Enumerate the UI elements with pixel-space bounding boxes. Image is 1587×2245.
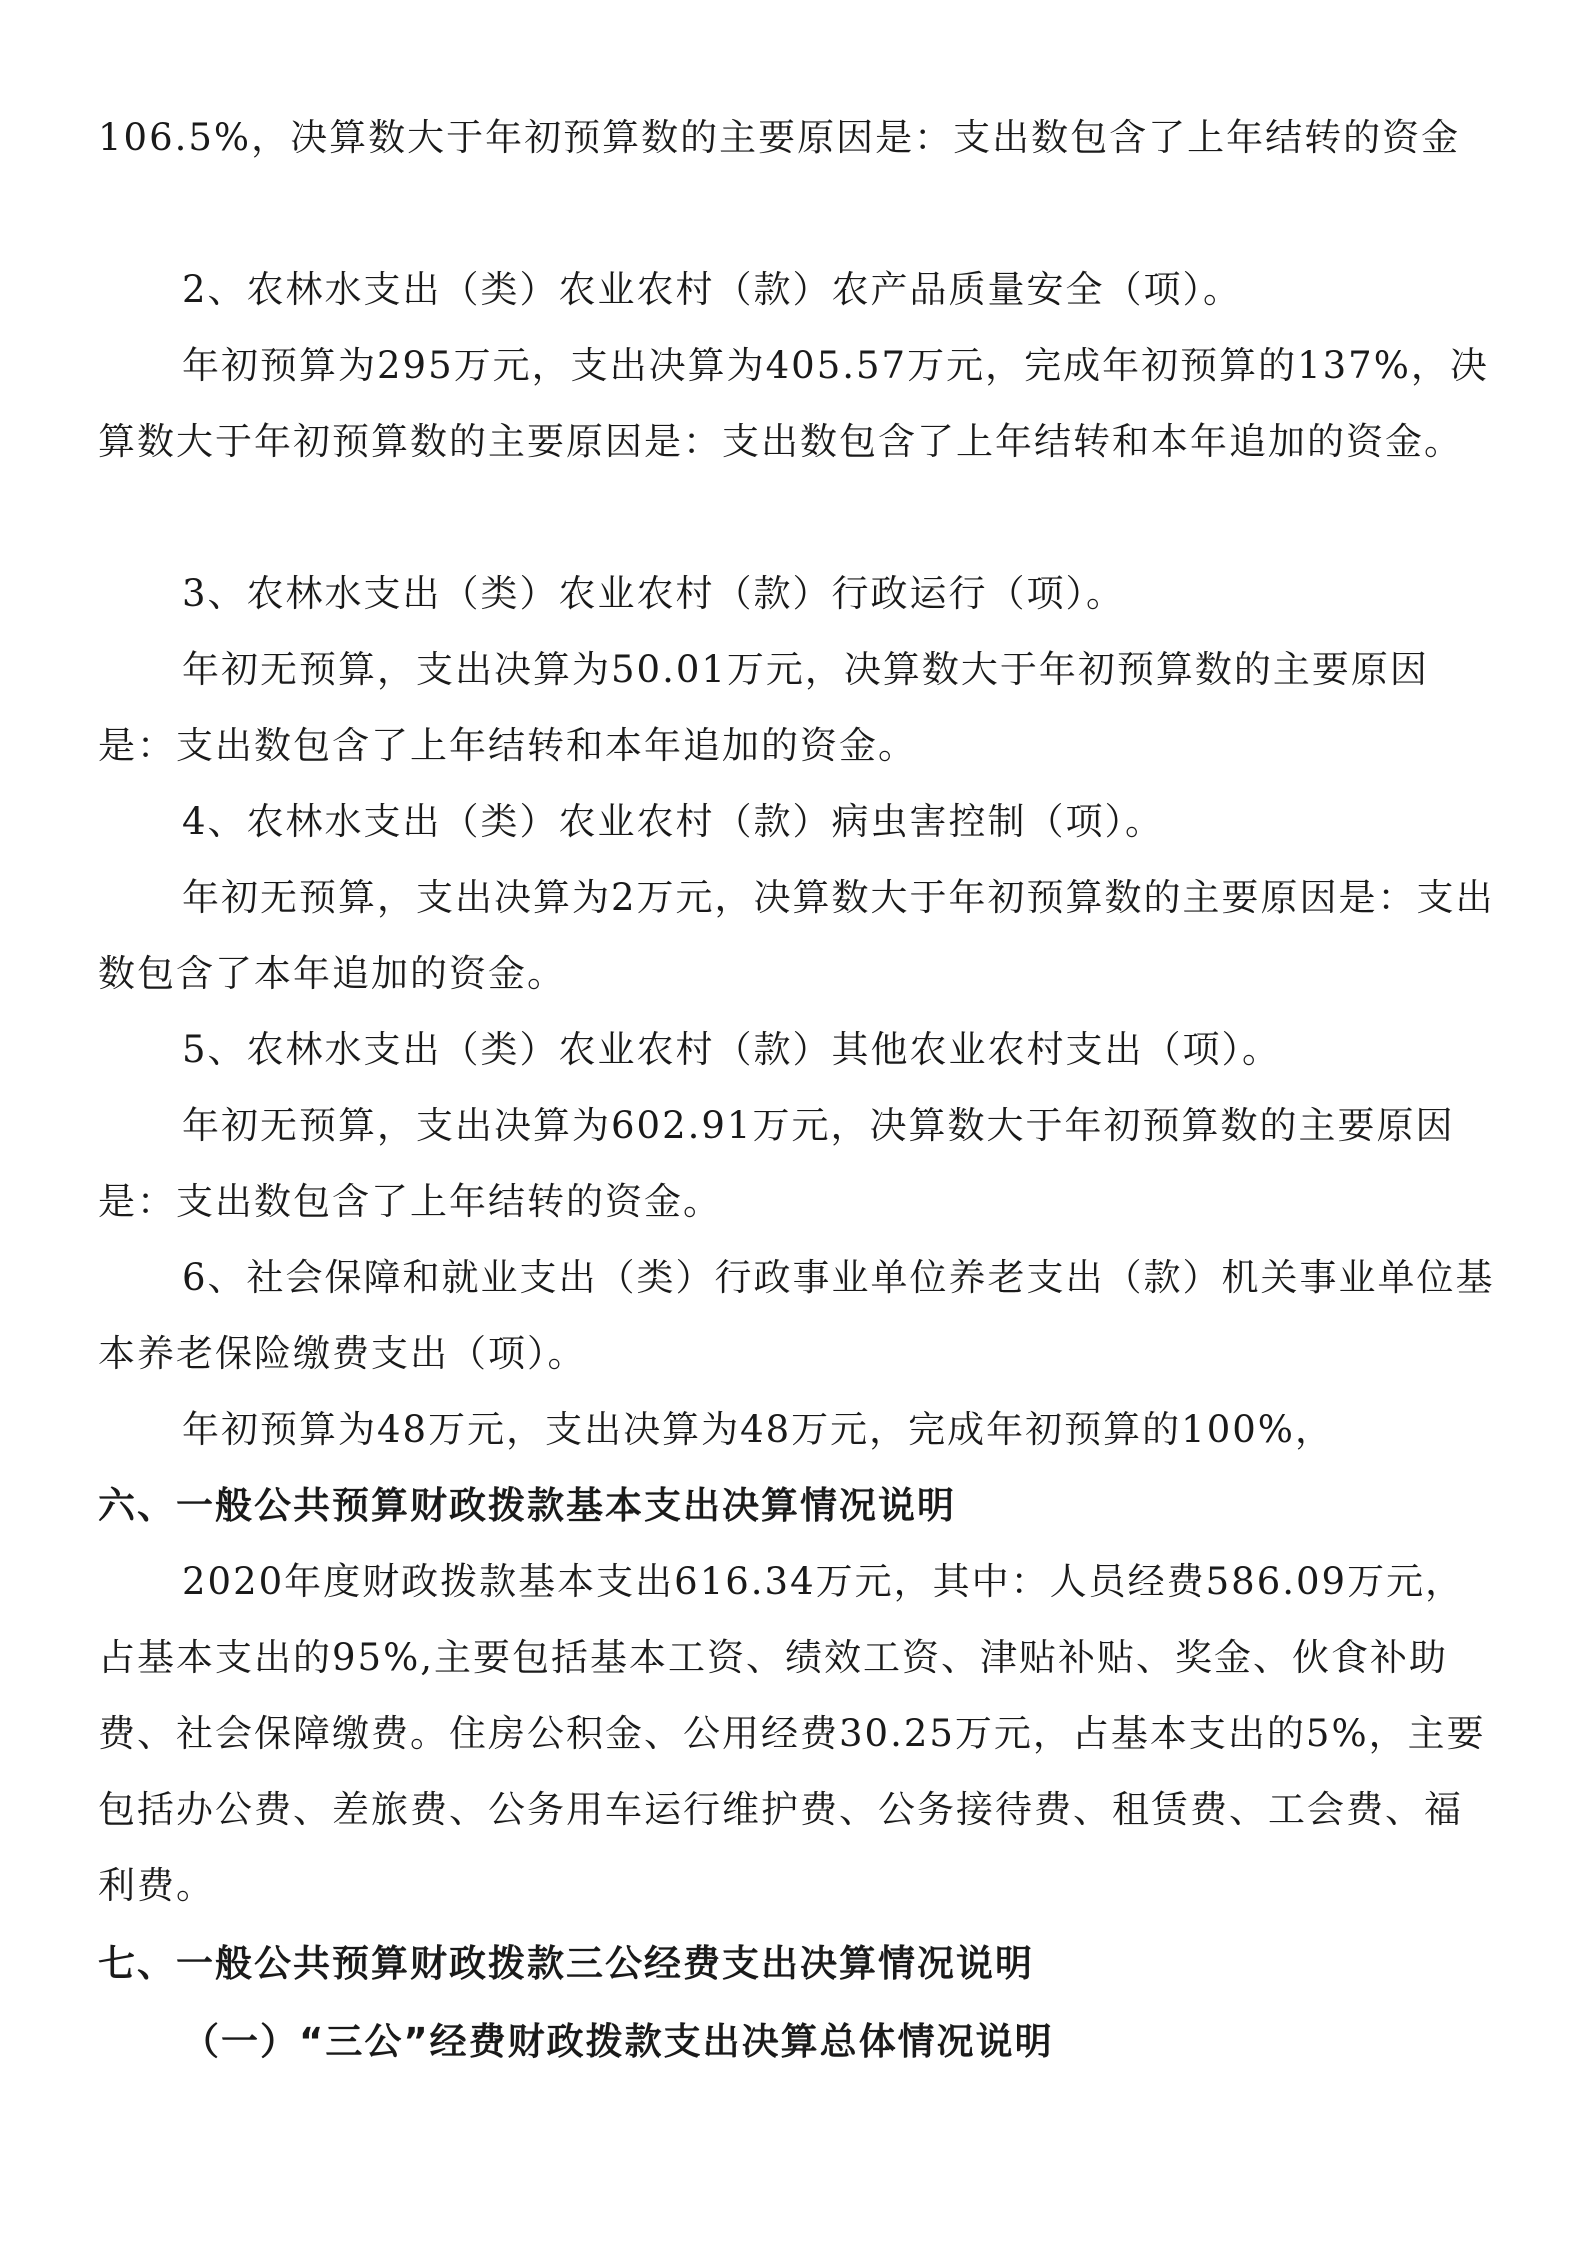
item-6-title: 6、社会保障和就业支出（类）行政事业单位养老支出（款）机关事业单位基本养老保险缴费支出（项）。	[98, 1256, 1495, 1375]
item-4-body: 年初无预算，支出决算为2万元，决算数大于年初预算数的主要原因是：支出数包含了本年追加的资金。	[98, 876, 1495, 995]
item-3-title: 3、农林水支出（类）农业农村（款）行政运行（项）。	[182, 572, 1126, 615]
item-2-title: 2、农林水支出（类）农业农村（款）农产品质量安全（项）。	[182, 268, 1243, 311]
item-4-title: 4、农林水支出（类）农业农村（款）病虫害控制（项）。	[182, 800, 1165, 843]
item-2-body: 年初预算为295万元，支出决算为405.57万元，完成年初预算的137%，决算数大于年初预算数的主要原因是：支出数包含了上年结转和本年追加的资金。	[98, 344, 1489, 463]
item-5-title: 5、农林水支出（类）农业农村（款）其他农业农村支出（项）。	[182, 1028, 1282, 1071]
section-6-heading: 六、一般公共预算财政拨款基本支出决算情况说明	[98, 1484, 956, 1527]
section-6-body: 2020年度财政拨款基本支出616.34万元，其中：人员经费586.09万元，占基本支出的95%,主要包括基本工资、绩效工资、津贴补贴、奖金、伙食补助费、社会保障缴费。住房公积金、公用经费30.25万元，占基本支出的5%，主要包括办公费、差旅费、公务用车运行维护费、公务接待费、租赁费、工会费、福利费。	[98, 1560, 1486, 1907]
item-6-body: 年初预算为48万元，支出决算为48万元，完成年初预算的100%，	[182, 1408, 1334, 1451]
section-7-heading: 七、一般公共预算财政拨款三公经费支出决算情况说明	[98, 1942, 1034, 1985]
item-5-body: 年初无预算，支出决算为602.91万元，决算数大于年初预算数的主要原因是：支出数包含了上年结转的资金。	[98, 1104, 1455, 1223]
item-3-body: 年初无预算，支出决算为50.01万元，决算数大于年初预算数的主要原因是：支出数包含了上年结转和本年追加的资金。	[98, 648, 1429, 767]
section-7-subheading: （一）“三公”经费财政拨款支出决算总体情况说明	[182, 2020, 1054, 2063]
paragraph-continuation: 106.5%，决算数大于年初预算数的主要原因是：支出数包含了上年结转的资金	[98, 116, 1461, 159]
